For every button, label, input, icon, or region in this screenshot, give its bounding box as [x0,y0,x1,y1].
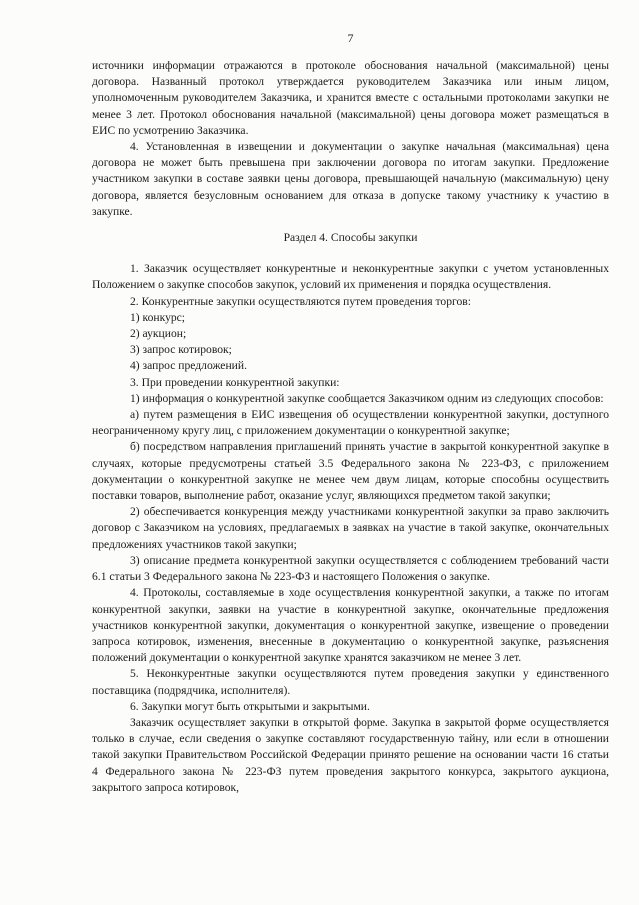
paragraph-2: 2. Конкурентные закупки осуществляются путем проведения торгов: [130,294,471,308]
paragraph-3-1: 1) информация о конкурентной закупке сообщается Заказчиком одним из следующих способов: [130,391,604,405]
list-item-zapros-kotirovok: 3) запрос котировок; [130,343,232,357]
paragraph-3-3: 3) описание предмета конкурентной закупки осуществляется с соблюдением требований части 6.1 статьи 3 Федерального закона № 223-ФЗ и настоящего Положения о закупке. [92,553,609,584]
paragraph-6: 6. Закупки могут быть открытыми и закрытыми. [130,699,370,713]
paragraph-4: 4. Протоколы, составляемые в ходе осуществления конкурентной закупки, а также по итогам конкурентной закупки, заявки на участие в конкурентной закупке, окончательные предложения участников конкурентной закупки, документация о конкурентной закупке, извещение о проведении запроса котировок, изменения, внесенные в документацию о конкурентной закупке, разъяснения положений документации о конкурентной закупке хранятся заказчиком не менее 3 лет. [92,586,609,665]
section-heading: Раздел 4. Способы закупки [283,231,418,245]
paragraph-3-1-b: б) посредством направления приглашений принять участие в закрытой конкурентной закупке в случаях, которые предусмотрены статьей 3.5 Федерального закона № 223-ФЗ, с приложением документации о конкурентной закупке не менее чем двум лицам, которые способны осуществить поставки товаров, выполнение работ, оказание услуг, являющихся предметом такой закупки; [92,440,609,503]
paragraph-3-1-a: а) путем размещения в ЕИС извещения об осуществлении конкурентной закупки, доступного неограниченному кругу лиц, с приложением документации о конкурентной закупке; [92,408,609,438]
section-4-body [92,261,609,796]
paragraph-5: 5. Неконкурентные закупки осуществляются путем проведения закупки у единственного поставщика (подрядчика, исполнителя). [92,667,609,697]
paragraph-1: 1. Заказчик осуществляет конкурентные и неконкурентные закупки с учетом установленных Положением о закупке способов закупок, условий их применения и порядка осуществления. [92,262,609,292]
page-number: 7 [347,31,354,45]
paragraph-item-4: 4. Установленная в извещении и документации о закупке начальная (максимальная) цена договора не может быть превышена при заключении договора по итогам закупки. Предложение участником закупки в составе заявки цены договора, превышающей начальную (максимальную) цену договора, является безусловным основанием для отказа в допуске такому участнику к участию в закупке. [92,140,609,218]
list-item-konkurs: 1) конкурс; [130,310,186,324]
paragraph-3: 3. При проведении конкурентной закупки: [130,375,340,389]
paragraph-6-continued: Заказчик осуществляет закупки в открытой форме. Закупка в закрытой форме осуществляется только в случае, если сведения о закупке составляют государственную тайну, или если в отношении такой закупки Правительством Российской Федерации принято решение на основании части 16 статьи 4 Федерального закона № 223-ФЗ путем проведения закрытого конкурса, закрытого аукциона, закрытого запроса котировок, [92,715,609,794]
paragraph-3-2: 2) обеспечивается конкуренция между участниками конкурентной закупки за право заключить договор с Заказчиком на условиях, предлагаемых в заявках на участие в такой закупке, окончательных предложениях участников такой закупки; [92,505,609,551]
text-before-section [92,58,609,220]
list-item-zapros-predlozheniy: 4) запрос предложений. [130,359,247,373]
list-item-auktsion: 2) аукцион; [130,327,187,341]
paragraph-continuation: источники информации отражаются в протоколе обоснования начальной (максимальной) цены договора. Названный протокол утверждается руководителем Заказчика или иным лицом, уполномоченным руководителем Заказчика, и хранится вместе с остальными протоколами закупки не менее 3 лет. Протокол обоснования начальной (максимальной) цены договора может размещаться в ЕИС по усмотрению Заказчика. [92,59,609,137]
